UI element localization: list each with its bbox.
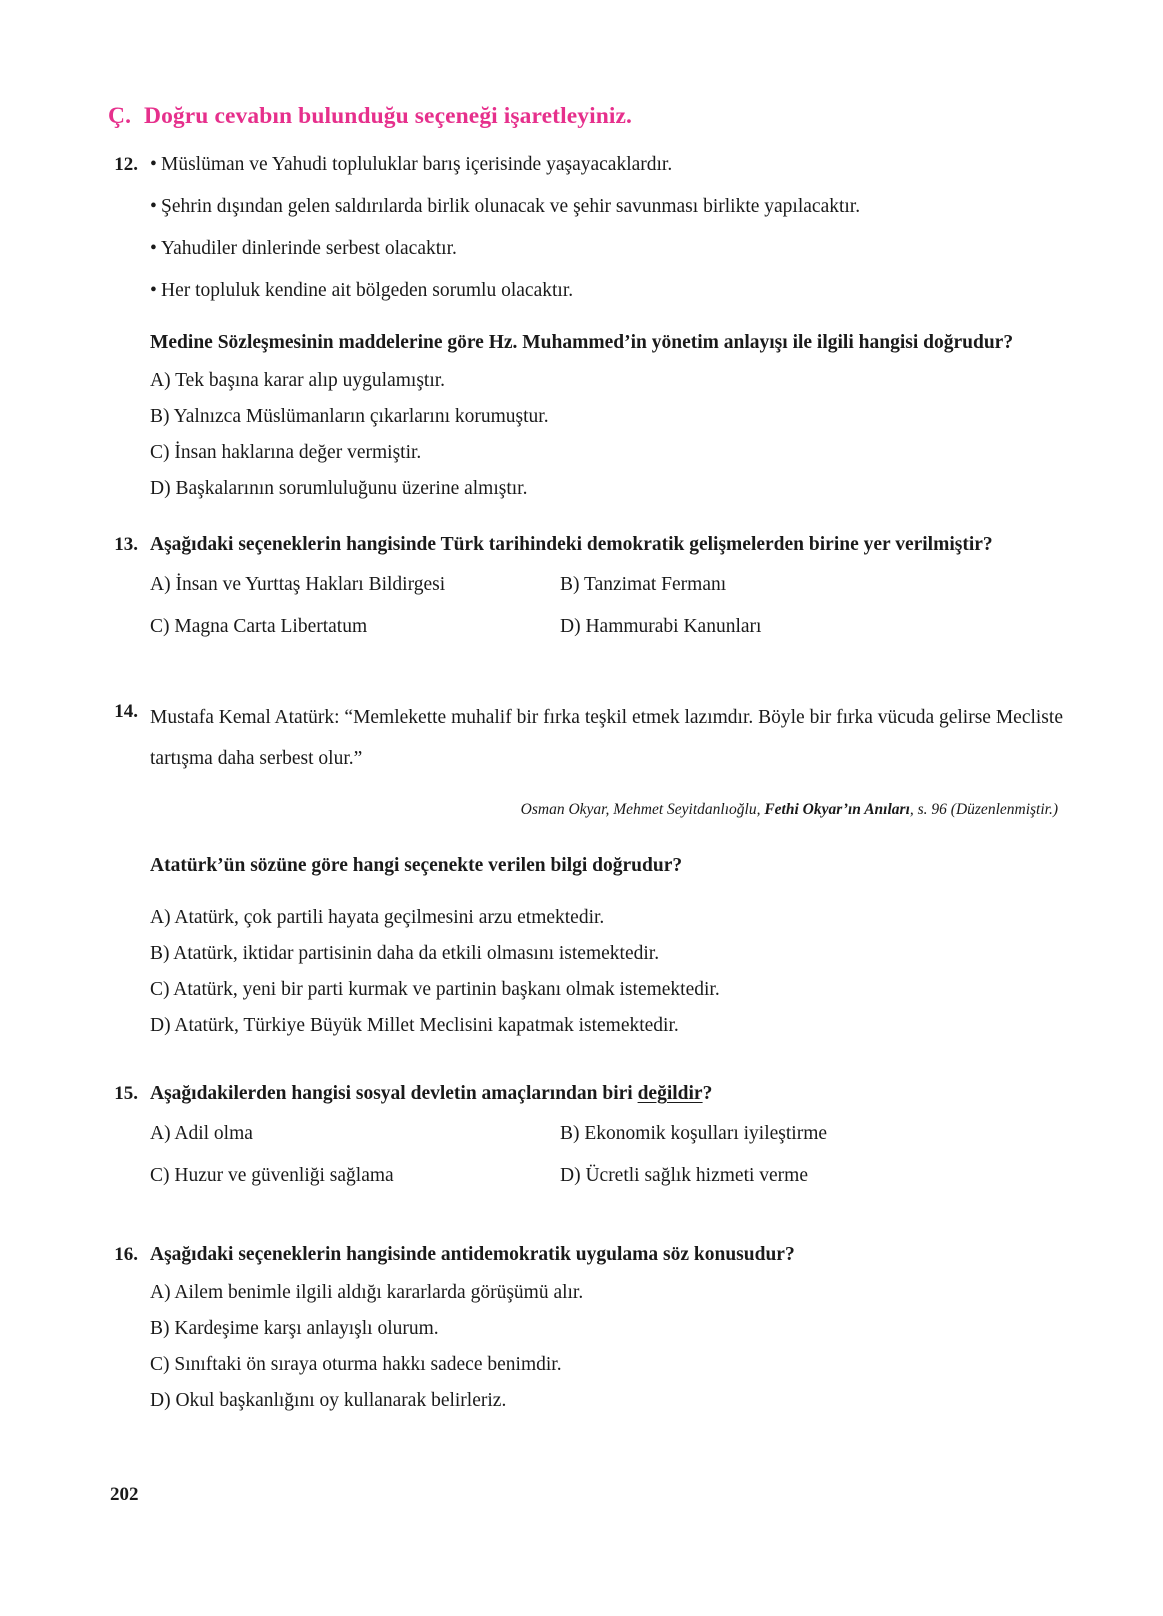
question-12-bullet-3-text: Yahudiler dinlerinde serbest olacaktır. bbox=[161, 238, 457, 259]
question-12-option-a[interactable]: A) Tek başına karar alıp uygulamıştır. bbox=[150, 370, 446, 391]
question-13-options bbox=[150, 570, 1068, 642]
question-12-bullet-2-text: Şehrin dışından gelen saldırılarda birlik olunacak ve şehir savunması birlikte yapılacaktır. bbox=[161, 196, 861, 217]
question-14-option-c[interactable]: C) Atatürk, yeni bir parti kurmak ve partinin başkanı olmak istemektedir. bbox=[150, 979, 720, 1000]
question-14-options bbox=[150, 903, 1068, 1041]
question-14-prompt: Atatürk’ün sözüne göre hangi seçenekte verilen bilgi doğrudur? bbox=[150, 855, 683, 876]
question-14-number: 14. bbox=[114, 701, 138, 722]
question-15-number: 15. bbox=[114, 1083, 138, 1104]
question-14-option-b[interactable]: B) Atatürk, iktidar partisinin daha da etkili olmasını istemektedir. bbox=[150, 943, 660, 964]
question-16-options bbox=[150, 1278, 1068, 1416]
question-14 bbox=[108, 697, 1068, 1047]
bullet-dot-icon: • bbox=[150, 196, 157, 217]
question-12-option-d[interactable]: D) Başkalarının sorumluluğunu üzerine almıştır. bbox=[150, 478, 528, 499]
question-12-options bbox=[150, 366, 1068, 504]
bullet-dot-icon: • bbox=[150, 280, 157, 301]
question-12 bbox=[108, 150, 1068, 510]
question-16-option-a[interactable]: A) Ailem benimle ilgili aldığı kararlarda görüşümü alır. bbox=[150, 1282, 584, 1303]
question-13 bbox=[108, 530, 1068, 654]
question-12-number: 12. bbox=[114, 154, 138, 175]
question-13-option-b[interactable]: B) Tanzimat Fermanı bbox=[560, 574, 727, 595]
question-15-prompt-suffix: ? bbox=[702, 1083, 713, 1104]
question-14-source bbox=[150, 799, 1068, 821]
question-15-prompt-text: Aşağıdakilerden hangisi sosyal devletin amaçlarından biri bbox=[150, 1083, 638, 1104]
question-15 bbox=[108, 1079, 1068, 1203]
question-12-bullet-1 bbox=[150, 150, 1068, 180]
question-12-bullet-4-text: Her topluluk kendine ait bölgeden sorumlu olacaktır. bbox=[161, 280, 574, 301]
question-16-option-d[interactable]: D) Okul başkanlığını oy kullanarak belirleriz. bbox=[150, 1390, 507, 1411]
question-16-number: 16. bbox=[114, 1244, 138, 1265]
question-15-option-c[interactable]: C) Huzur ve güvenliği sağlama bbox=[150, 1165, 394, 1186]
question-12-option-c[interactable]: C) İnsan haklarına değer vermiştir. bbox=[150, 442, 422, 463]
question-13-option-a[interactable]: A) İnsan ve Yurttaş Hakları Bildirgesi bbox=[150, 574, 446, 595]
question-13-options-row-1 bbox=[150, 570, 1068, 600]
question-14-option-d[interactable]: D) Atatürk, Türkiye Büyük Millet Meclisini kapatmak istemektedir. bbox=[150, 1015, 679, 1036]
question-15-option-b[interactable]: B) Ekonomik koşulları iyileştirme bbox=[560, 1123, 828, 1144]
question-16-prompt: Aşağıdaki seçeneklerin hangisinde antidemokratik uygulama söz konusudur? bbox=[150, 1244, 795, 1265]
question-14-source-authors: Osman Okyar, Mehmet Seyitdanlıoğlu, bbox=[520, 801, 765, 818]
question-14-source-title: Fethi Okyar’ın Anıları bbox=[764, 801, 910, 818]
question-13-options-row-2 bbox=[150, 612, 1068, 642]
question-12-prompt: Medine Sözleşmesinin maddelerine göre Hz. Muhammed’in yönetim anlayışı ile ilgili hangisi doğrudur? bbox=[150, 332, 1014, 353]
page-number: 202 bbox=[110, 1484, 139, 1505]
question-12-bullet-1-text: Müslüman ve Yahudi topluluklar barış içerisinde yaşayacaklardır. bbox=[161, 154, 673, 175]
question-15-prompt-negation: değildir bbox=[637, 1083, 703, 1104]
question-15-option-a[interactable]: A) Adil olma bbox=[150, 1123, 253, 1144]
question-16 bbox=[108, 1240, 1068, 1422]
question-15-options-row-1 bbox=[150, 1119, 1068, 1149]
bullet-dot-icon: • bbox=[150, 238, 157, 259]
question-15-options bbox=[150, 1119, 1068, 1191]
question-15-options-row-2 bbox=[150, 1161, 1068, 1191]
question-13-prompt: Aşağıdaki seçeneklerin hangisinde Türk tarihindeki demokratik gelişmelerden birine yer verilmiştir? bbox=[150, 534, 993, 555]
question-16-option-c[interactable]: C) Sınıftaki ön sıraya oturma hakkı sadece benimdir. bbox=[150, 1354, 562, 1375]
question-14-passage: Mustafa Kemal Atatürk: “Memlekette muhalif bir fırka teşkil etmek lazımdır. Böyle bir fırka vücuda gelirse Mecliste tartışma daha serbest olur.” bbox=[150, 707, 1063, 769]
question-12-bullet-3 bbox=[150, 234, 1068, 264]
question-12-bullet-4 bbox=[150, 276, 1068, 306]
question-12-option-b[interactable]: B) Yalnızca Müslümanların çıkarlarını korumuştur. bbox=[150, 406, 549, 427]
section-heading bbox=[108, 103, 632, 130]
question-13-option-d[interactable]: D) Hammurabi Kanunları bbox=[560, 616, 762, 637]
section-title: Doğru cevabın bulunduğu seçeneği işaretleyiniz. bbox=[144, 103, 633, 129]
question-14-source-pages: , s. 96 (Düzenlenmiştir.) bbox=[909, 801, 1058, 818]
question-15-option-d[interactable]: D) Ücretli sağlık hizmeti verme bbox=[560, 1165, 808, 1186]
section-letter: Ç. bbox=[108, 103, 132, 129]
question-13-number: 13. bbox=[114, 534, 138, 555]
question-15-prompt bbox=[150, 1079, 1068, 1109]
bullet-dot-icon: • bbox=[150, 154, 157, 175]
question-13-option-c[interactable]: C) Magna Carta Libertatum bbox=[150, 616, 368, 637]
question-16-option-b[interactable]: B) Kardeşime karşı anlayışlı olurum. bbox=[150, 1318, 439, 1339]
question-14-option-a[interactable]: A) Atatürk, çok partili hayata geçilmesini arzu etmektedir. bbox=[150, 907, 605, 928]
question-12-bullet-2 bbox=[150, 192, 1068, 222]
